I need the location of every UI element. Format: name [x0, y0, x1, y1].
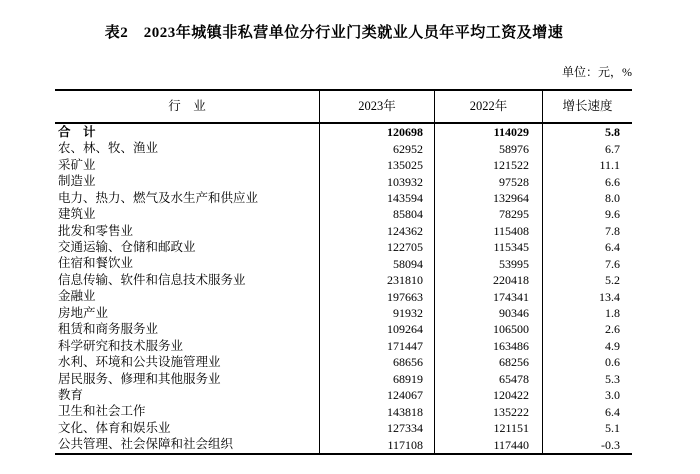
industry-cell: 公共管理、社会保障和社会组织: [58, 437, 234, 452]
table-title: 表2 2023年城镇非私营单位分行业门类就业人员年平均工资及增速: [104, 25, 564, 41]
header-2022: 2022年: [434, 91, 542, 122]
value-cell: 5.8: [542, 124, 632, 140]
table-row: [55, 239, 632, 255]
table-row: [55, 157, 632, 173]
value-cell: 117440: [434, 436, 542, 452]
industry-cell: 科学研究和技术服务业: [58, 338, 184, 353]
value-cell: 174341: [434, 288, 542, 304]
value-cell: 13.4: [542, 288, 632, 304]
value-cell: 8.0: [542, 190, 632, 206]
table-row: [55, 206, 632, 222]
wage-table: [55, 89, 632, 455]
value-cell: 121522: [434, 157, 542, 173]
value-cell: 6.4: [542, 239, 632, 255]
industry-cell: 农、林、牧、渔业: [58, 141, 159, 156]
value-cell: 6.6: [542, 173, 632, 189]
value-cell: 7.8: [542, 223, 632, 239]
value-cell: 7.6: [542, 256, 632, 272]
value-cell: 68656: [319, 354, 434, 370]
value-cell: 9.6: [542, 206, 632, 222]
value-cell: 143594: [319, 190, 434, 206]
table-row: [55, 387, 632, 403]
value-cell: 132964: [434, 190, 542, 206]
value-cell: 135025: [319, 157, 434, 173]
table-row: [55, 288, 632, 304]
value-cell: 120422: [434, 387, 542, 403]
value-cell: 62952: [319, 140, 434, 156]
table-row: [55, 190, 632, 206]
table-row: [55, 338, 632, 354]
value-cell: 4.9: [542, 338, 632, 354]
table-row: [55, 124, 632, 140]
industry-cell: 金融业: [58, 289, 96, 304]
table-row: [55, 272, 632, 288]
value-cell: 68919: [319, 371, 434, 387]
table-row: [55, 321, 632, 337]
value-cell: 58094: [319, 256, 434, 272]
value-cell: 220418: [434, 272, 542, 288]
unit-note: 单位：元，%: [562, 65, 632, 79]
industry-cell: 水利、环境和公共设施管理业: [58, 355, 221, 370]
value-cell: 143818: [319, 403, 434, 419]
industry-cell: 租赁和商务服务业: [58, 322, 159, 337]
table-body: [55, 124, 632, 453]
value-cell: 3.0: [542, 387, 632, 403]
value-cell: 85804: [319, 206, 434, 222]
value-cell: 103932: [319, 173, 434, 189]
value-cell: 127334: [319, 420, 434, 436]
value-cell: 5.3: [542, 371, 632, 387]
value-cell: 2.6: [542, 321, 632, 337]
table-header-row: [55, 91, 632, 124]
value-cell: 106500: [434, 321, 542, 337]
value-cell: 5.2: [542, 272, 632, 288]
value-cell: 91932: [319, 305, 434, 321]
table-row: [55, 371, 632, 387]
value-cell: 53995: [434, 256, 542, 272]
value-cell: 58976: [434, 140, 542, 156]
value-cell: 65478: [434, 371, 542, 387]
value-cell: 135222: [434, 403, 542, 419]
value-cell: 97528: [434, 173, 542, 189]
table-row: [55, 420, 632, 436]
value-cell: 6.4: [542, 403, 632, 419]
industry-cell: 卫生和社会工作: [58, 404, 146, 419]
value-cell: 0.6: [542, 354, 632, 370]
industry-cell: 电力、热力、燃气及水生产和供应业: [58, 190, 259, 205]
value-cell: 163486: [434, 338, 542, 354]
industry-cell: 住宿和餐饮业: [58, 256, 134, 271]
industry-cell: 教育: [58, 387, 84, 402]
value-cell: 121151: [434, 420, 542, 436]
value-cell: 6.7: [542, 140, 632, 156]
value-cell: 197663: [319, 288, 434, 304]
value-cell: 115408: [434, 223, 542, 239]
table-row: [55, 173, 632, 189]
industry-cell: 制造业: [58, 174, 96, 189]
table-row: [55, 223, 632, 239]
value-cell: 120698: [319, 124, 434, 140]
value-cell: 124067: [319, 387, 434, 403]
value-cell: 171447: [319, 338, 434, 354]
value-cell: 68256: [434, 354, 542, 370]
value-cell: 231810: [319, 272, 434, 288]
industry-cell: 交通运输、仓储和邮政业: [58, 240, 196, 255]
industry-cell: 信息传输、软件和信息技术服务业: [58, 272, 246, 287]
value-cell: 122705: [319, 239, 434, 255]
value-cell: 117108: [319, 436, 434, 452]
value-cell: 90346: [434, 305, 542, 321]
table-row: [55, 354, 632, 370]
table-row: [55, 140, 632, 156]
table-row: [55, 305, 632, 321]
industry-cell: 批发和零售业: [58, 223, 134, 238]
value-cell: 1.8: [542, 305, 632, 321]
header-industry: 行 业: [168, 99, 206, 114]
industry-cell: 房地产业: [58, 305, 109, 320]
value-cell: 5.1: [542, 420, 632, 436]
industry-cell: 合 计: [58, 124, 96, 139]
header-2023: 2023年: [319, 91, 434, 122]
value-cell: 11.1: [542, 157, 632, 173]
industry-cell: 居民服务、修理和其他服务业: [58, 371, 221, 386]
industry-cell: 文化、体育和娱乐业: [58, 420, 171, 435]
table-row: [55, 403, 632, 419]
table-row: [55, 256, 632, 272]
value-cell: -0.3: [542, 436, 632, 452]
header-growth: 增长速度: [542, 91, 632, 122]
value-cell: 109264: [319, 321, 434, 337]
table-row: [55, 436, 632, 452]
value-cell: 124362: [319, 223, 434, 239]
industry-cell: 建筑业: [58, 207, 96, 222]
value-cell: 115345: [434, 239, 542, 255]
value-cell: 114029: [434, 124, 542, 140]
value-cell: 78295: [434, 206, 542, 222]
industry-cell: 采矿业: [58, 157, 96, 172]
